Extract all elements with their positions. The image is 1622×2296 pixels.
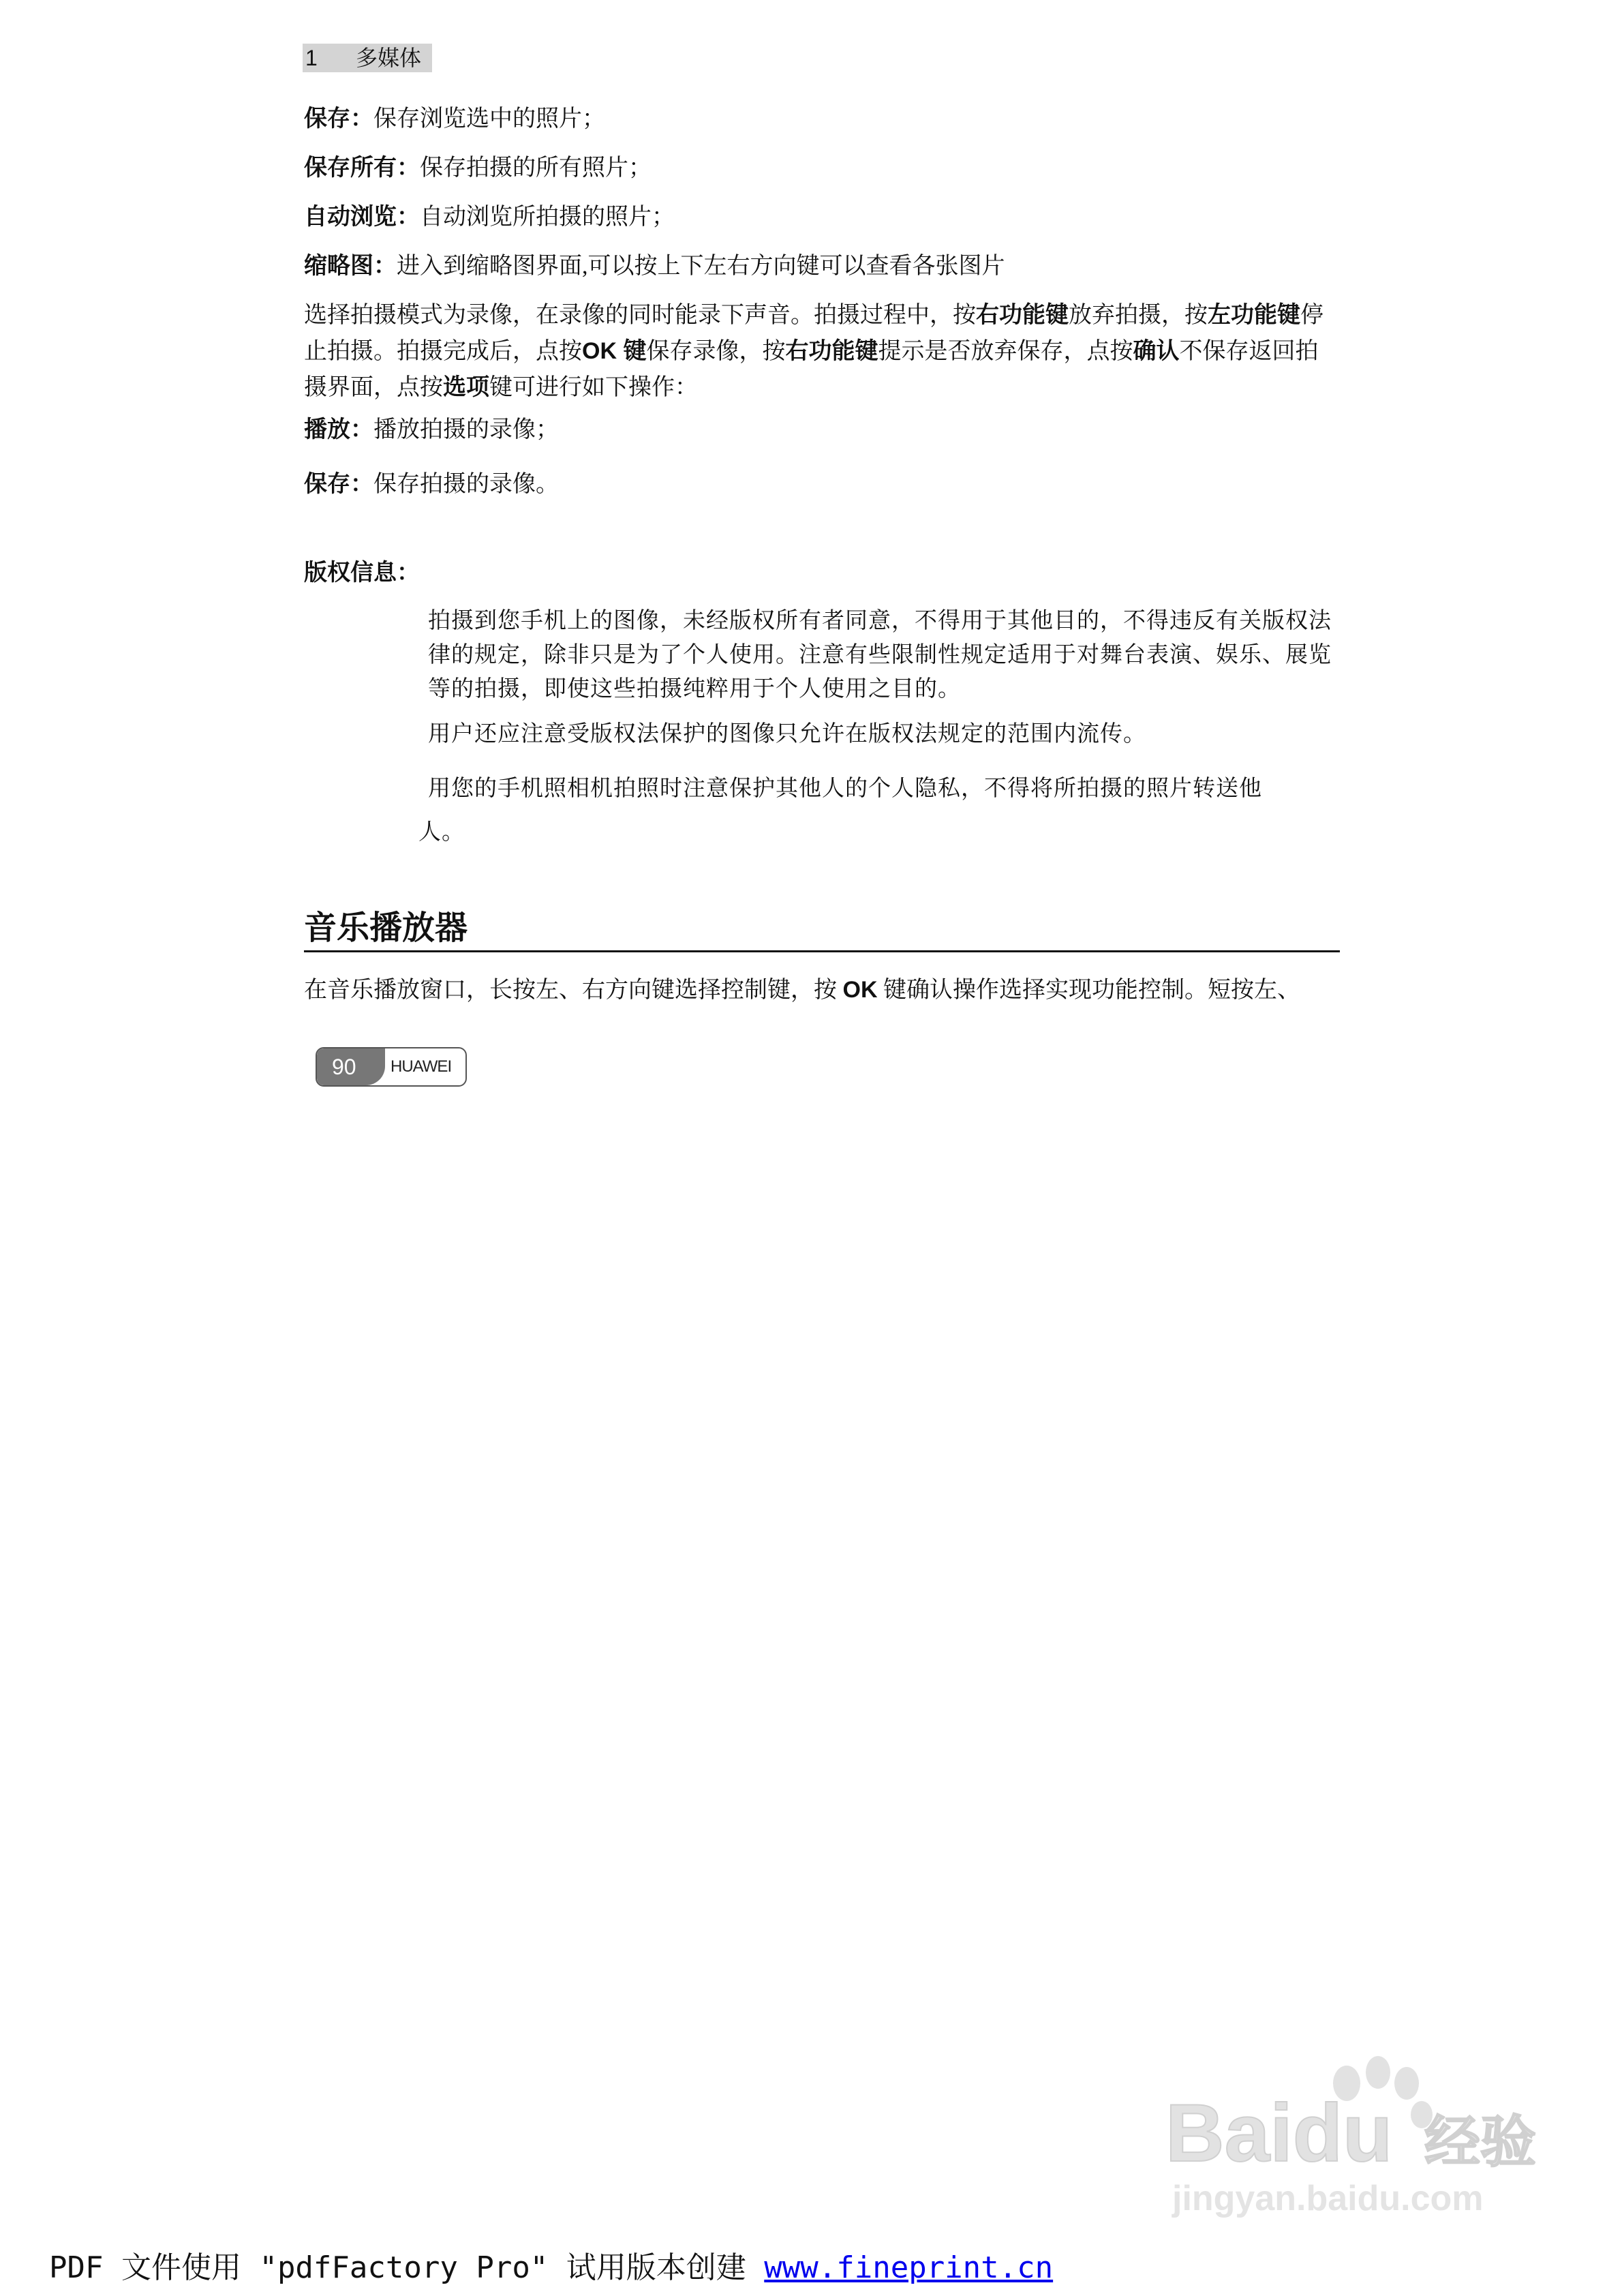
footer-text: PDF 文件使用 "pdfFactory Pro" 试用版本创建: [49, 2250, 765, 2285]
copyright-paragraph-3-end: 人。: [418, 820, 465, 845]
item-save-photo: [304, 101, 1340, 137]
footer-link[interactable]: www.fineprint.cn: [764, 2250, 1054, 2285]
item-desc: 保存浏览选中的照片；: [373, 106, 605, 132]
copyright-heading: 版权信息：: [304, 560, 420, 586]
watermark-url: jingyan.baidu.com: [1172, 2179, 1484, 2218]
item-term: 自动浏览：: [304, 204, 420, 230]
key-right-soft: 右功能键: [976, 302, 1069, 328]
text-run: 放弃拍摄，按: [1069, 303, 1208, 328]
section-title: 音乐播放器: [304, 910, 468, 946]
text-run: 保存录像，按: [646, 339, 786, 364]
item-desc: 进入到缩略图界面,可以按上下左右方向键可以查看各张图片: [397, 254, 1005, 279]
brand-label: HUAWEI: [391, 1057, 452, 1076]
video-instructions: [304, 297, 1340, 406]
item-term: 播放：: [304, 417, 373, 442]
chapter-number: 1: [305, 46, 318, 70]
item-desc: 播放拍摄的录像；: [373, 417, 559, 442]
page-number-badge: [316, 1047, 467, 1087]
text-run: 在音乐播放窗口，长按左、右方向键选择控制键，按: [304, 978, 843, 1003]
baidu-jingyan-watermark: [1159, 2052, 1540, 2222]
text-run: 提示是否放弃保存，点按: [878, 339, 1133, 364]
watermark-product: 经验: [1424, 2110, 1537, 2175]
copyright-paragraph-1: 拍摄到您手机上的图像，未经版权所有者同意，不得用于其他目的，不得违反有关版权法律的规定，除非只是为了个人使用。注意有些限制性规定适用于对舞台表演、娱乐、展览等的拍摄，即使这些拍摄纯粹用于个人使用之目的。: [428, 609, 1332, 701]
chapter-title: 多媒体: [356, 46, 422, 70]
text-run: 不保存返回拍摄界面，点按: [304, 339, 1319, 400]
key-confirm: 确认: [1133, 338, 1180, 364]
pdf-footer: [49, 2243, 1053, 2286]
copyright-paragraph-3: 用您的手机照相机拍照时注意保护其他人的个人隐私，不得将所拍摄的照片转送他: [428, 776, 1262, 801]
item-term: 缩略图：: [304, 253, 397, 279]
item-desc: 自动浏览所拍摄的照片；: [420, 205, 675, 230]
item-desc: 保存拍摄的所有照片；: [420, 155, 652, 181]
text-run: 停止拍摄。拍摄完成后，点按: [304, 303, 1323, 364]
key-right-soft: 右功能键: [785, 338, 878, 364]
key-ok: OK 键: [582, 338, 647, 364]
item-desc: 保存拍摄的录像。: [373, 472, 559, 497]
item-play-video: [304, 412, 1340, 448]
item-save-video: [304, 466, 1340, 502]
key-ok: OK: [842, 977, 878, 1003]
watermark-brand: Baidu: [1165, 2087, 1393, 2179]
page-number: 90: [317, 1048, 385, 1085]
item-auto-browse: [304, 199, 1340, 235]
chapter-header: [303, 44, 432, 72]
key-left-soft: 左功能键: [1208, 302, 1300, 328]
music-intro: [304, 972, 1340, 1008]
key-options: 选项: [443, 374, 489, 400]
text-run: 选择拍摄模式为录像，在录像的同时能录下声音。拍摄过程中，按: [304, 303, 976, 328]
text-run: 键可进行如下操作：: [489, 375, 698, 400]
item-term: 保存：: [304, 106, 373, 132]
text-run: 键确认操作选择实现功能控制。短按左、: [877, 978, 1300, 1003]
item-term: 保存所有：: [304, 155, 420, 181]
item-term: 保存：: [304, 471, 373, 497]
item-save-all: [304, 150, 1340, 186]
section-divider: [304, 950, 1340, 952]
copyright-paragraph-2: 用户还应注意受版权法保护的图像只允许在版权法规定的范围内流传。: [428, 722, 1146, 746]
item-thumbnail: [304, 248, 1340, 284]
